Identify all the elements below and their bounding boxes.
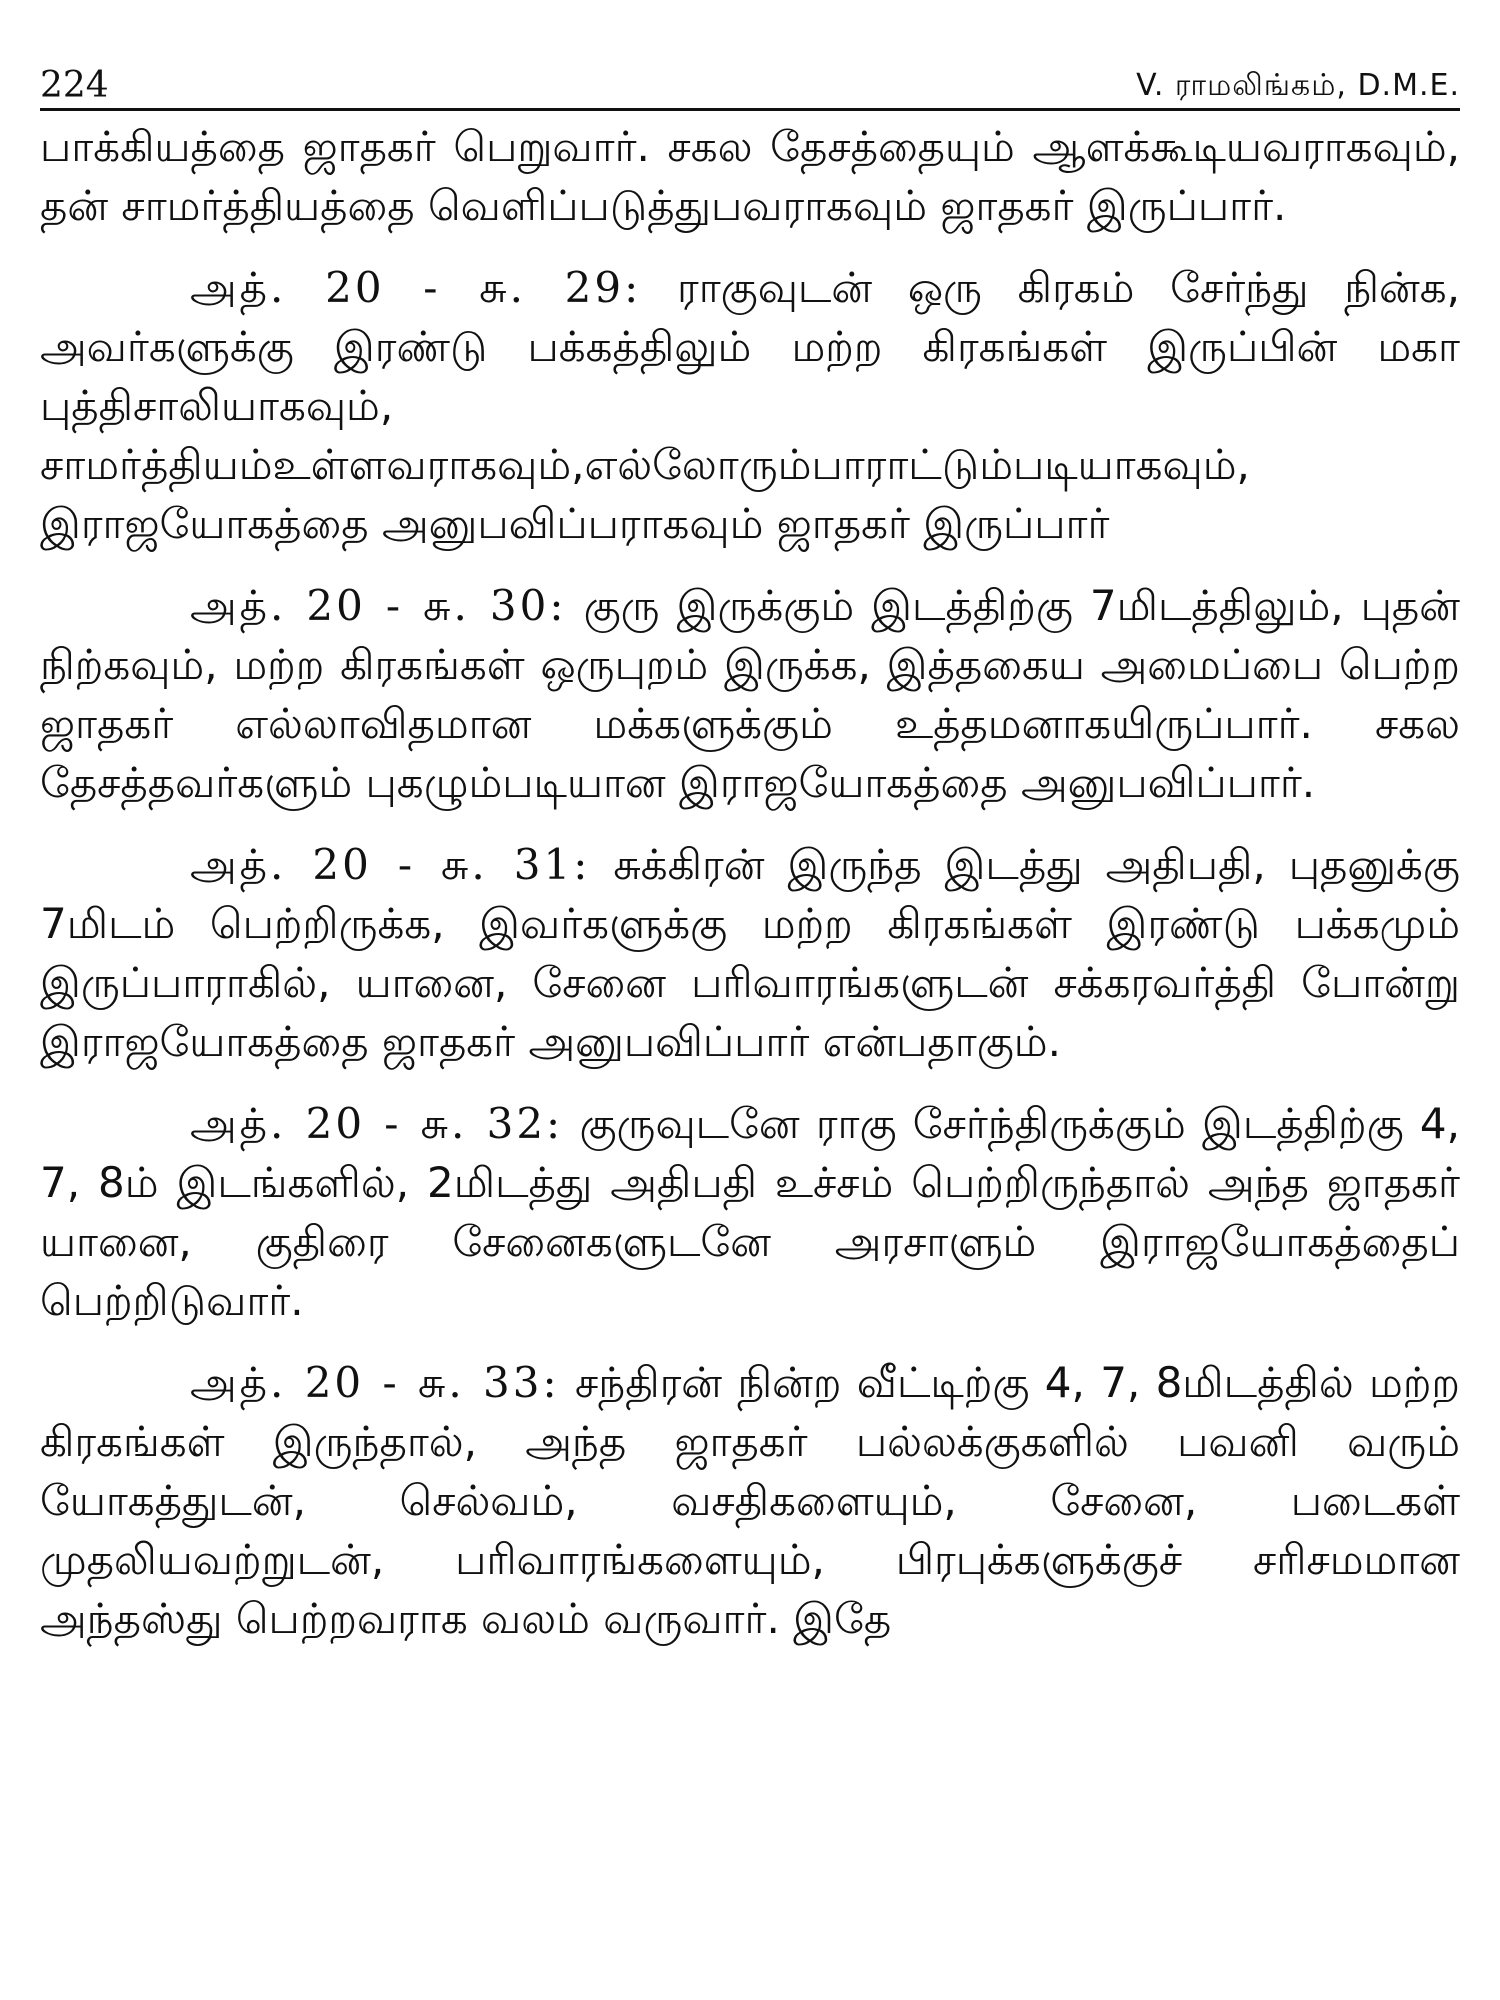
paragraph-text: சந்திரன் நின்ற வீட்டிற்கு 4, 7, 8மிடத்தில் மற்ற கிரகங்கள் இருந்தால், அந்த ஜாதகர் பல்லக்குகளில் பவனி வரும் யோகத்துடன், செல்வம், வசதிகளையும், சேனை, படைகள் முதலியவற்றுடன், பரிவாரங்களையும், பிரபுக்களுக்குச் சரிசமமான அந்தஸ்து பெற்றவராக வலம் வருவார். இதே [40,1358,1461,1643]
sutra-reference: அத். 20 - சு. 29: [190,263,642,312]
sutra-reference: அத். 20 - சு. 31: [190,840,591,889]
paragraph-sutra-32 [40,1094,1460,1330]
paragraph-sutra-29 [40,258,1460,553]
running-head: V. ராமலிங்கம், D.M.E. [1136,68,1460,103]
paragraph-text: சுக்கிரன் இருந்த இடத்து அதிபதி, புதனுக்கு 7மிடம் பெற்றிருக்க, இவர்களுக்கு மற்ற கிரகங்கள் இரண்டு பக்கமும் இருப்பாராகில், யானை, சேனை பரிவாரங்களுடன் சக்கரவர்த்தி போன்று இராஜயோகத்தை ஜாதகர் அனுபவிப்பார் என்பதாகும். [40,840,1461,1066]
paragraph-text: பாக்கியத்தை ஜாதகர் பெறுவார். சகல தேசத்தையும் ஆளக்கூடியவராகவும், தன் சாமர்த்தியத்தை வெளிப்படுத்துபவராகவும் ஜாதகர் இருப்பார். [40,122,1460,230]
paragraph-sutra-31 [40,835,1460,1071]
page-header [40,60,1460,111]
paragraph-text: குரு இருக்கும் இடத்திற்கு 7மிடத்திலும், புதன் நிற்கவும், மற்ற கிரகங்கள் ஒருபுறம் இருக்க, இத்தகைய அமைப்பை பெற்ற ஜாதகர் எல்லாவிதமான மக்களுக்கும் உத்தமனாகயிருப்பார். சகல தேசத்தவர்களும் புகழும்படியான இராஜயோகத்தை அனுபவிப்பார். [40,581,1460,807]
page-number: 224 [40,65,109,106]
sutra-reference: அத். 20 - சு. 30: [190,581,567,630]
paragraph-sutra-33 [40,1353,1460,1648]
sutra-reference: அத். 20 - சு. 32: [190,1099,564,1148]
sutra-reference: அத். 20 - சு. 33: [190,1358,560,1407]
book-page [40,60,1460,1980]
paragraph-text: குருவுடனே ராகு சேர்ந்திருக்கும் இடத்திற்கு 4, 7, 8ம் இடங்களில், 2மிடத்து அதிபதி உச்சம் பெற்றிருந்தால் அந்த ஜாதகர் யானை, குதிரை சேனைகளுடனே அரசாளும் இராஜயோகத்தைப் பெற்றிடுவார். [40,1099,1461,1325]
paragraph-sutra-30 [40,576,1460,812]
body-text [40,117,1460,1648]
paragraph-continuation [40,117,1460,235]
paragraph-text: ராகுவுடன் ஒரு கிரகம் சேர்ந்து நின்க, அவர்களுக்கு இரண்டு பக்கத்திலும் மற்ற கிரகங்கள் இருப்பின் மகா புத்திசாலியாகவும், சாமர்த்தியம்உள்ளவராகவும்,எல்லோரும்பாராட்டும்படியாகவும், இராஜயோகத்தை அனுபவிப்பராகவும் ஜாதகர் இருப்பார் [40,263,1460,548]
